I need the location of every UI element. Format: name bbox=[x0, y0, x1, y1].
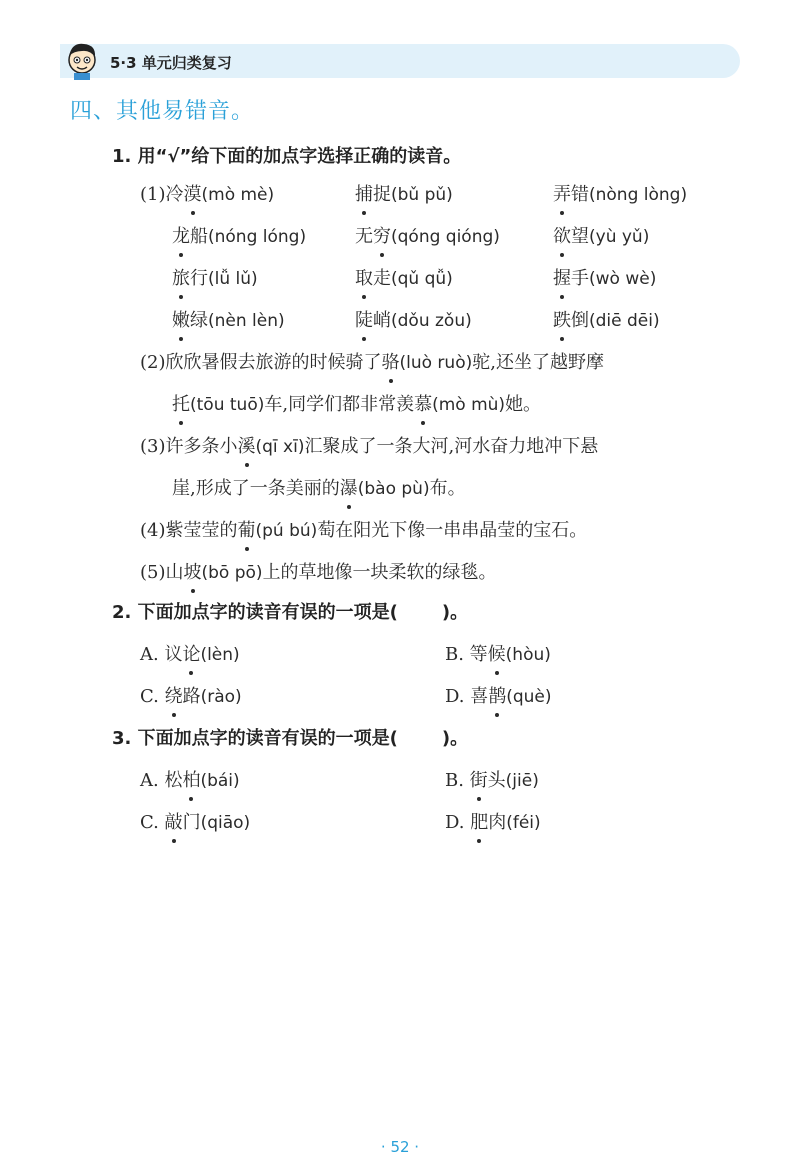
sentence-3-line-1: (3)许多条小溪(qī xī)汇聚成了一条大河,河水奋力地冲下悬 bbox=[140, 432, 598, 458]
word-item: 陡峭(dǒu zǒu) bbox=[355, 306, 472, 332]
option-item[interactable]: D. 喜鹊(què) bbox=[445, 682, 552, 708]
question-2-title: 2. 下面加点字的读音有误的一项是( )。 bbox=[112, 602, 469, 623]
option-item[interactable]: A. 松柏(bái) bbox=[140, 766, 240, 792]
option-item[interactable]: C. 敲门(qiāo) bbox=[140, 808, 250, 834]
sentence-2-line-2: 托(tōu tuō)车,同学们都非常羡慕(mò mù)她。 bbox=[172, 390, 541, 416]
option-item[interactable]: B. 等候(hòu) bbox=[445, 640, 551, 666]
word-item: 捕捉(bǔ pǔ) bbox=[355, 180, 453, 206]
option-item[interactable]: A. 议论(lèn) bbox=[140, 640, 240, 666]
word-item: 跌倒(diē dēi) bbox=[553, 306, 660, 332]
sentence-3-line-2: 崖,形成了一条美丽的瀑(bào pù)布。 bbox=[172, 474, 466, 500]
word-item: 取走(qǔ qǚ) bbox=[355, 264, 453, 290]
section-title: 四、其他易错音。 bbox=[70, 99, 255, 124]
header-label: 5·3 单元归类复习 bbox=[110, 54, 232, 72]
word-item: (1)冷漠(mò mè) bbox=[140, 180, 274, 206]
option-item[interactable]: C. 绕路(rào) bbox=[140, 682, 242, 708]
word-item: 弄错(nòng lòng) bbox=[553, 180, 687, 206]
page-number: · 52 · bbox=[380, 1138, 420, 1156]
word-item: 无穷(qóng qióng) bbox=[355, 222, 500, 248]
option-item[interactable]: B. 街头(jiē) bbox=[445, 766, 539, 792]
word-item: 嫩绿(nèn lèn) bbox=[172, 306, 285, 332]
sentence-4: (4)紫莹莹的葡(pú bú)萄在阳光下像一串串晶莹的宝石。 bbox=[140, 516, 587, 542]
student-mascot-icon bbox=[64, 40, 100, 80]
sentence-2-line-1: (2)欣欣暑假去旅游的时候骑了骆(luò ruò)驼,还坐了越野摩 bbox=[140, 348, 604, 374]
question-1-title: 1. 用“√”给下面的加点字选择正确的读音。 bbox=[112, 146, 462, 167]
word-item: 旅行(lǚ lǔ) bbox=[172, 264, 258, 290]
word-item: 欲望(yù yǔ) bbox=[553, 222, 649, 248]
option-item[interactable]: D. 肥肉(féi) bbox=[445, 808, 541, 834]
question-3-title: 3. 下面加点字的读音有误的一项是( )。 bbox=[112, 728, 469, 749]
word-item: 握手(wò wè) bbox=[553, 264, 656, 290]
word-item: 龙船(nóng lóng) bbox=[172, 222, 306, 248]
sentence-5: (5)山坡(bō pō)上的草地像一块柔软的绿毯。 bbox=[140, 558, 497, 584]
